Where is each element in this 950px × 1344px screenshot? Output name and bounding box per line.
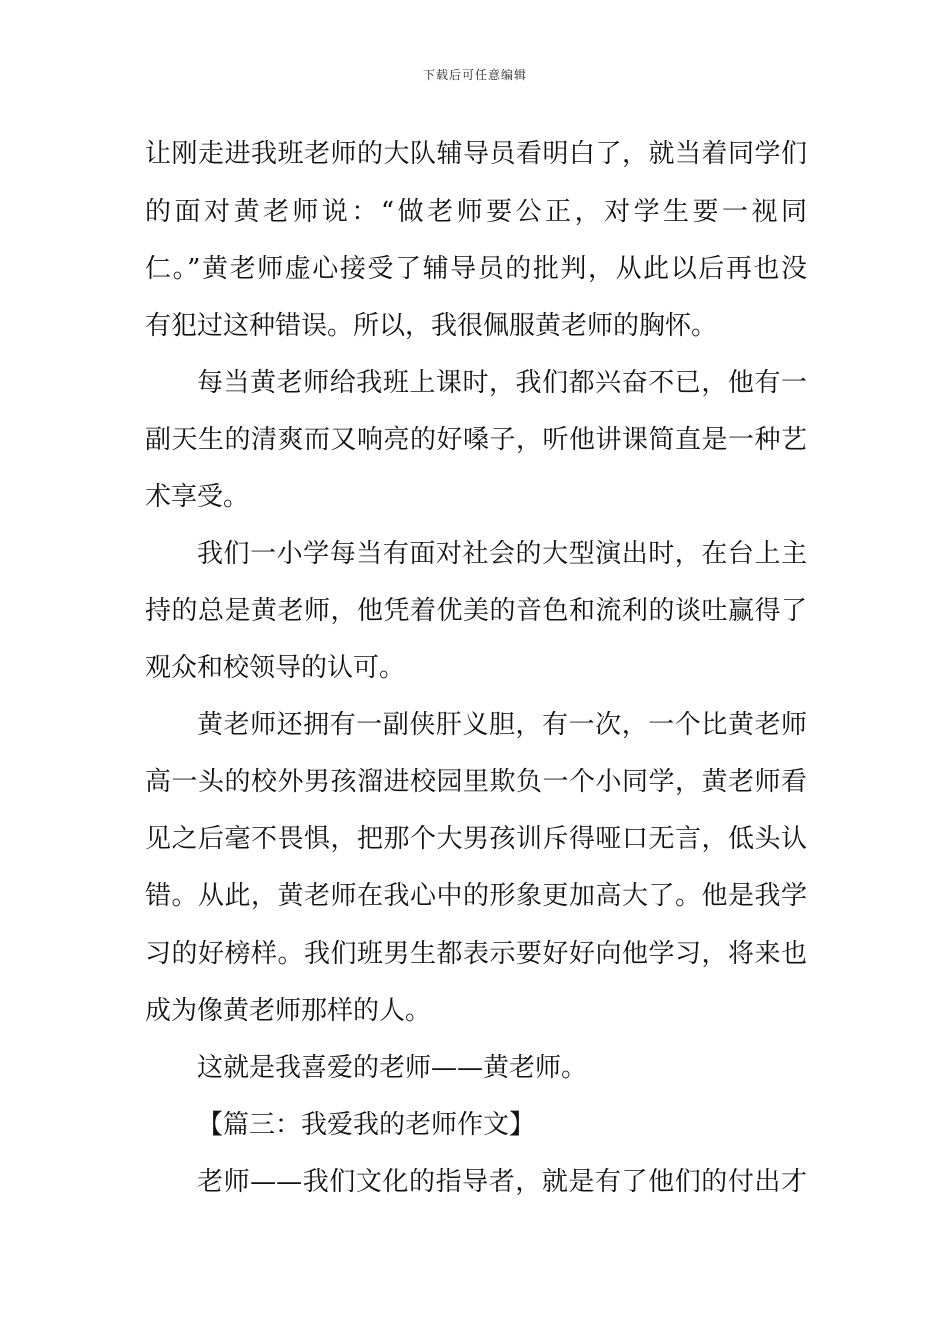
text-line: 每当黄老师给我班上课时，我们都兴奋不已，他有一 (197, 368, 807, 398)
text-line: 高一头的校外男孩溜进校园里欺负一个小同学，黄老师看 (145, 767, 807, 797)
text-line: 持的总是黄老师，他凭着优美的音色和流利的谈吐赢得了 (145, 596, 807, 626)
text-line: 副天生的清爽而又响亮的好嗓子，听他讲课简直是一种艺 (145, 425, 807, 455)
text-line: 错。从此，黄老师在我心中的形象更加高大了。他是我学 (145, 881, 807, 911)
text-line: 让刚走进我班老师的大队辅导员看明白了，就当着同学们 (145, 139, 807, 169)
text-line: 习的好榜样。我们班男生都表示要好好向他学习，将来也 (145, 939, 807, 969)
text-line: 仁。”黄老师虚心接受了辅导员的批判，从此以后再也没 (145, 254, 807, 284)
text-line: 我们一小学每当有面对社会的大型演出时，在台上主 (197, 539, 807, 569)
text-line: 黄老师还拥有一副侠肝义胆，有一次，一个比黄老师 (197, 710, 807, 740)
text-line: 这就是我喜爱的老师——黄老师。 (197, 1053, 588, 1083)
text-line: 观众和校领导的认可。 (145, 653, 406, 683)
text-line: 成为像黄老师那样的人。 (145, 996, 432, 1026)
text-line: 的面对黄老师说：“做老师要公正，对学生要一视同 (145, 197, 807, 227)
section-heading: 【篇三：我爱我的老师作文】 (197, 1110, 536, 1140)
text-line: 术享受。 (145, 482, 250, 512)
text-line: 老师——我们文化的指导者，就是有了他们的付出才 (197, 1167, 807, 1197)
text-line: 有犯过这种错误。所以，我很佩服黄老师的胸怀。 (145, 311, 718, 341)
header-note: 下载后可任意编辑 (422, 68, 527, 82)
text-line: 见之后毫不畏惧，把那个大男孩训斥得哑口无言，低头认 (145, 824, 807, 854)
